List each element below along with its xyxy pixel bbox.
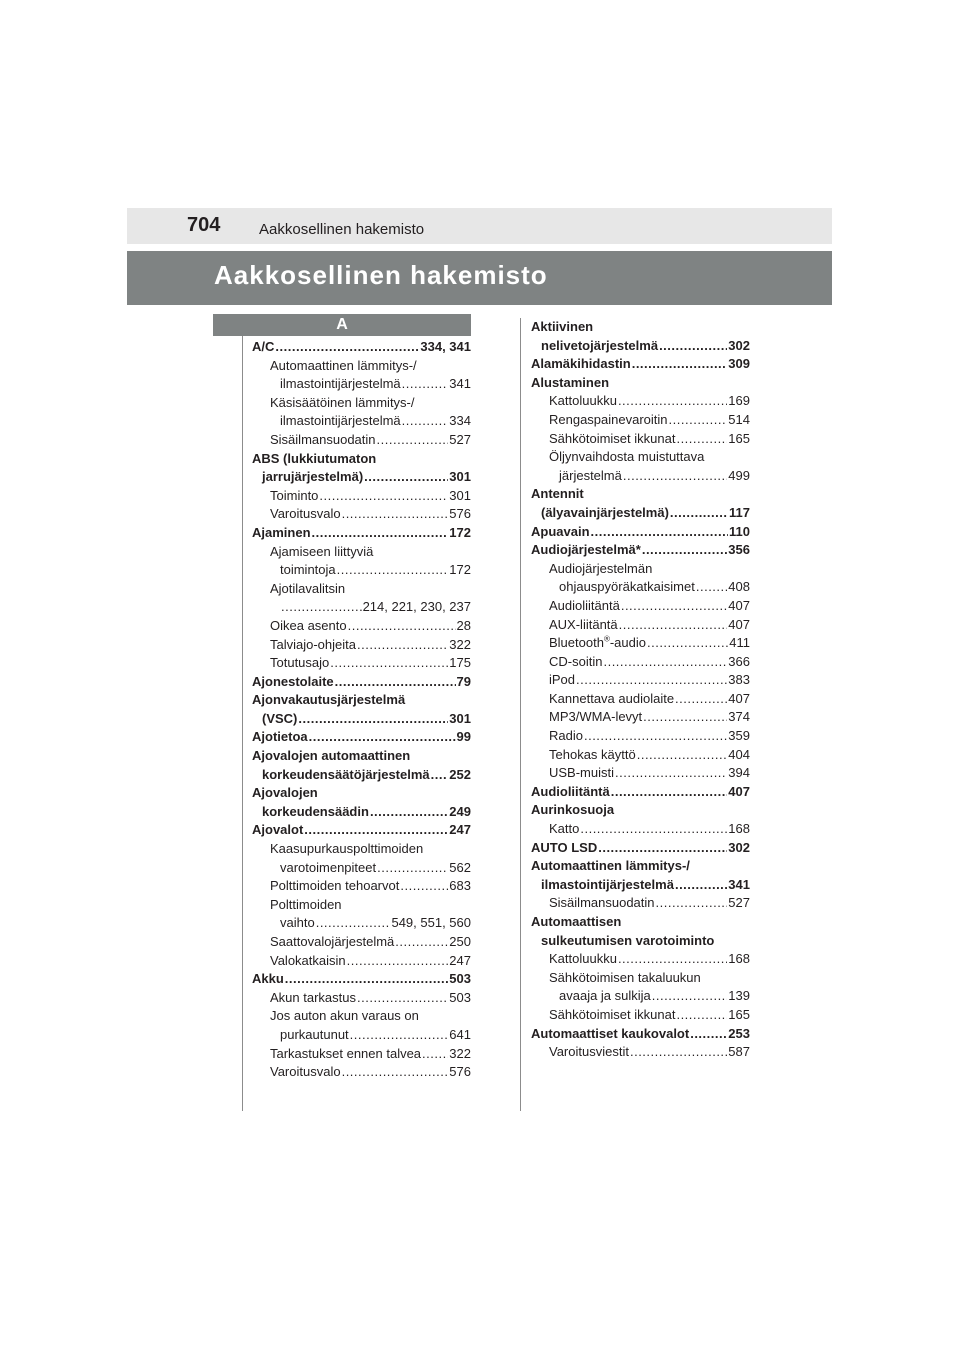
index-entry: [252, 914, 471, 933]
leader-dots: [316, 914, 391, 933]
index-entry-label: Radio: [549, 728, 583, 744]
index-entry-label: iPod: [549, 672, 576, 688]
index-entry: [531, 913, 750, 932]
index-entry-label: ilmastointijärjestelmä: [280, 376, 401, 392]
index-entry: [531, 950, 750, 969]
leader-dots: [623, 467, 727, 486]
index-entry: [531, 727, 750, 746]
index-entry: [531, 318, 750, 337]
index-entry: [531, 616, 750, 635]
index-entry-label: avaaja ja sulkija: [559, 988, 651, 1004]
index-entry: [252, 784, 471, 803]
index-entry-label: Aktiivinen: [531, 319, 594, 334]
index-entry: [531, 392, 750, 411]
index-entry-label: Tarkastukset ennen talvea: [270, 1045, 422, 1061]
index-entry-label: vaihto: [280, 915, 315, 931]
index-entry: [531, 671, 750, 690]
index-entry: [531, 374, 750, 393]
index-entry: [252, 450, 471, 469]
index-entry-page: 322: [449, 1045, 471, 1061]
index-entry: [531, 337, 750, 356]
index-entry-page: 527: [449, 431, 471, 447]
leader-dots: [377, 431, 449, 450]
index-entry: [531, 653, 750, 672]
index-entry-page: 341: [449, 376, 471, 392]
index-entry: [531, 708, 750, 727]
index-entry-page: 404: [728, 746, 750, 762]
index-entry-label: Öljynvaihdosta muistuttava: [549, 449, 705, 465]
index-entry: [531, 690, 750, 709]
index-entry-label: Saattovalojärjestelmä: [270, 934, 395, 949]
index-entry: [252, 1026, 471, 1045]
index-entry: [252, 654, 471, 673]
leader-dots: [337, 561, 449, 580]
leader-dots: [357, 989, 448, 1008]
leader-dots: [400, 877, 448, 896]
index-entry-label: toimintoja: [280, 562, 336, 578]
leader-dots: [652, 987, 728, 1006]
index-entry-label: Polttimoiden: [270, 896, 342, 912]
index-column-left: [252, 338, 471, 1082]
index-entry-page: 641: [449, 1026, 471, 1042]
index-entry-label: Polttimoiden tehoarvot: [270, 878, 400, 894]
index-entry-label: Ajonestolaite: [252, 673, 334, 689]
index-entry: [252, 710, 471, 729]
index-entry-label: varotoimenpiteet: [280, 859, 377, 875]
index-entry-label: Apuavain: [531, 523, 590, 539]
leader-dots: [676, 1006, 727, 1025]
index-entry-label: Alustaminen: [531, 374, 610, 390]
index-entry: [531, 634, 750, 653]
index-entry-label: AUX-liitäntä: [549, 616, 618, 632]
index-entry: [531, 932, 750, 951]
index-entry-label: purkautunut: [280, 1026, 349, 1042]
index-entry-label: sulkeutumisen varotoiminto: [541, 932, 715, 948]
index-entry-page: 394: [728, 765, 750, 781]
index-entry: [531, 894, 750, 913]
index-entry-label: Automaattiset kaukovalot: [531, 1025, 690, 1041]
leader-dots: [696, 578, 727, 597]
leader-dots: [615, 764, 727, 783]
index-entry-page: 302: [728, 337, 750, 353]
column-rule-left: [242, 336, 243, 1111]
index-entry-label: Ajamiseen liittyviä: [270, 543, 374, 559]
index-entry-page: 549, 551, 560: [391, 915, 471, 931]
leader-dots: [621, 597, 727, 616]
index-entry-label: Ajonvakautusjärjestelmä: [252, 692, 406, 708]
index-entry: [252, 952, 471, 971]
index-entry-page: 407: [728, 690, 750, 706]
index-entry: [252, 580, 471, 599]
leader-dots: [656, 894, 728, 913]
index-entry-page: 411: [729, 635, 750, 651]
index-entry-page: 168: [728, 821, 750, 837]
index-entry-page: 374: [728, 709, 750, 725]
index-entry: [531, 764, 750, 783]
index-entry: [531, 541, 750, 560]
leader-dots: [350, 1026, 449, 1045]
index-entry-page: 301: [449, 487, 471, 503]
index-entry: [531, 578, 750, 597]
index-entry-label: Audiojärjestelmä*: [531, 542, 641, 558]
leader-dots: [402, 375, 449, 394]
index-entry-label: Ajotilavalitsin: [270, 580, 346, 596]
index-entry: [252, 691, 471, 710]
index-entry: [252, 412, 471, 431]
index-entry: [531, 801, 750, 820]
index-entry: [531, 783, 750, 802]
index-entry-page: 383: [728, 672, 750, 688]
index-entry: [252, 673, 471, 692]
index-entry-label: Katto: [549, 821, 580, 837]
index-entry-label: Oikea asento: [270, 617, 347, 633]
index-entry: [252, 505, 471, 524]
leader-dots: [342, 1063, 449, 1082]
leader-dots: [630, 1043, 727, 1062]
index-entry-page: 253: [728, 1025, 750, 1041]
index-entry-page: 79: [456, 673, 471, 689]
index-entry: [531, 839, 750, 858]
index-entry: [252, 1007, 471, 1026]
index-entry-page: 117: [729, 504, 750, 520]
index-entry-label: jarrujärjestelmä): [262, 469, 364, 485]
index-entry-label: ilmastointijärjestelmä: [280, 413, 401, 429]
leader-dots: [348, 617, 456, 636]
index-entry: [252, 840, 471, 859]
index-entry-label: Audioliitäntä: [549, 597, 620, 613]
index-entry: [252, 766, 471, 785]
leader-dots: [619, 616, 728, 635]
leader-dots: [580, 820, 727, 839]
index-entry-page: 366: [728, 653, 750, 669]
index-entry: [531, 857, 750, 876]
leader-dots: [632, 355, 728, 374]
leader-dots: [330, 654, 448, 673]
section-letter: A: [213, 314, 471, 336]
index-entry-page: 407: [728, 783, 750, 799]
index-entry-label: Sisäilmansuodatin: [549, 895, 655, 911]
index-entry: [252, 487, 471, 506]
leader-dots: [312, 524, 449, 543]
index-entry-label: ohjauspyöräkatkaisimet: [559, 579, 695, 595]
leader-dots: [618, 950, 727, 969]
leader-dots: [319, 487, 448, 506]
index-entry: [252, 747, 471, 766]
leader-dots: [275, 338, 419, 357]
index-entry-page: 309: [728, 356, 750, 372]
index-entry: [252, 338, 471, 357]
index-entry-label: Ajovalojen automaattinen: [252, 748, 411, 764]
column-rule-right: [520, 318, 521, 1111]
leader-dots: [285, 970, 449, 989]
index-entry-page: 514: [728, 411, 750, 427]
leader-dots: [347, 952, 449, 971]
index-entry-page: 172: [449, 562, 471, 578]
leader-dots: [281, 598, 362, 617]
index-entry: [252, 543, 471, 562]
index-entry-label: Sähkötoimiset ikkunat: [549, 430, 676, 446]
index-entry: [531, 1006, 750, 1025]
index-entry: [252, 877, 471, 896]
index-entry: [252, 989, 471, 1008]
leader-dots: [298, 710, 448, 729]
index-entry: [531, 746, 750, 765]
leader-dots: [335, 673, 456, 692]
index-entry-label: USB-muisti: [549, 765, 615, 781]
index-entry-page: 247: [449, 952, 471, 968]
index-entry-label: Varoitusviestit: [549, 1044, 629, 1060]
index-entry-label: Alamäkihidastin: [531, 356, 631, 372]
index-entry: [252, 524, 471, 543]
index-entry-label: Sähkötoimisen takaluukun: [549, 969, 701, 985]
index-entry: [531, 523, 750, 542]
index-entry: [252, 561, 471, 580]
leader-dots: [675, 690, 727, 709]
leader-dots: [659, 337, 727, 356]
leader-dots: [591, 523, 729, 542]
index-entry: [252, 821, 471, 840]
index-entry-page: 250: [449, 934, 471, 949]
leader-dots: [576, 671, 727, 690]
index-entry: [252, 394, 471, 413]
index-entry: [252, 859, 471, 878]
index-entry-label: AUTO LSD: [531, 839, 598, 855]
index-entry-label: Ajovalojen: [252, 785, 318, 801]
index-entry-label: (älyavainjärjestelmä): [541, 504, 669, 520]
index-entry-page: 527: [728, 895, 750, 911]
index-entry-page: 576: [449, 506, 471, 522]
index-entry-label: Rengaspainevaroitin: [549, 411, 668, 427]
index-entry-page: 356: [728, 542, 750, 558]
index-entry: [531, 448, 750, 467]
index-entry-page: 214, 221, 230, 237: [362, 599, 471, 615]
index-entry-page: 110: [729, 523, 750, 539]
index-entry-page: 359: [728, 728, 750, 744]
leader-dots: [402, 412, 449, 431]
index-entry-label: ABS (lukkiutumaton: [252, 450, 377, 466]
index-entry-label: Kattoluukku: [549, 951, 617, 967]
index-entry-page: 247: [449, 822, 471, 838]
index-entry: [252, 896, 471, 915]
index-entry-page: 165: [728, 430, 750, 446]
index-entry-page: 168: [728, 951, 750, 967]
index-entry-label: Automaattinen lämmitys-/: [531, 858, 690, 874]
index-entry: [531, 485, 750, 504]
index-entry: [252, 1063, 471, 1082]
index-entry-label: korkeudensäädin: [262, 803, 369, 819]
index-entry-label: Akku: [252, 971, 284, 987]
index-entry-label: (VSC): [262, 710, 298, 726]
leader-dots: [364, 468, 448, 487]
index-entry: [531, 430, 750, 449]
index-entry-page: 503: [449, 989, 471, 1005]
index-entry: [531, 1043, 750, 1062]
index-entry-label: Ajotietoa: [252, 729, 308, 745]
index-entry-label: nelivetojärjestelmä: [541, 337, 659, 353]
index-entry-label: Sisäilmansuodatin: [270, 431, 376, 447]
index-entry: [252, 598, 471, 617]
leader-dots: [395, 933, 448, 952]
index-entry-label: Varoitusvalo: [270, 506, 341, 522]
index-entry-label: Aurinkosuoja: [531, 802, 615, 818]
index-entry-label: Ajovalot: [252, 822, 304, 838]
index-entry-label: Audiojärjestelmän: [549, 560, 653, 576]
leader-dots: [675, 876, 727, 895]
index-entry: [252, 357, 471, 376]
index-entry-page: 139: [728, 988, 750, 1004]
index-entry-page: 407: [728, 597, 750, 613]
index-entry-label: Bluetooth®-audio: [549, 634, 646, 651]
index-entry-page: 301: [449, 469, 471, 485]
index-entry-label: Tehokas käyttö: [549, 746, 636, 762]
index-entry: [531, 987, 750, 1006]
index-entry-page: 165: [728, 1006, 750, 1022]
index-entry: [252, 617, 471, 636]
index-entry-page: 252: [449, 766, 471, 782]
index-entry-label: Toiminto: [270, 487, 319, 503]
index-entry-page: 562: [449, 859, 471, 875]
index-entry: [531, 504, 750, 523]
leader-dots: [309, 728, 456, 747]
index-entry-page: 99: [456, 729, 471, 745]
index-entry-page: 172: [449, 524, 471, 540]
index-entry: [531, 467, 750, 486]
leader-dots: [647, 634, 728, 653]
running-header: [127, 208, 832, 244]
index-entry: [252, 933, 471, 952]
index-entry-page: 249: [449, 803, 471, 819]
index-entry-page: 301: [449, 710, 471, 726]
leader-dots: [342, 505, 449, 524]
leader-dots: [431, 766, 449, 785]
leader-dots: [603, 653, 727, 672]
index-entry: [531, 1025, 750, 1044]
index-entry-label: Totutusajo: [270, 655, 330, 671]
index-entry-label: CD-soitin: [549, 653, 603, 669]
index-entry-page: 334: [449, 413, 471, 429]
index-entry-page: 341: [728, 876, 750, 892]
title-banner: [127, 251, 832, 305]
index-entry-page: 683: [449, 878, 471, 894]
index-entry-label: Käsisäätöinen lämmitys-/: [270, 394, 415, 410]
index-entry-label: järjestelmä: [559, 467, 622, 483]
leader-dots: [304, 821, 448, 840]
leader-dots: [422, 1045, 448, 1064]
index-entry-page: 322: [449, 636, 471, 652]
index-entry: [531, 820, 750, 839]
leader-dots: [642, 541, 727, 560]
index-entry-label: Antennit: [531, 486, 584, 502]
index-entry: [531, 411, 750, 430]
index-entry: [252, 431, 471, 450]
leader-dots: [670, 504, 728, 523]
index-entry: [252, 468, 471, 487]
index-entry: [531, 560, 750, 579]
page-title: Aakkosellinen hakemisto: [214, 260, 548, 290]
index-entry-label: Automaattisen: [531, 914, 622, 929]
index-entry-label: Ajaminen: [252, 524, 311, 540]
index-entry: [252, 803, 471, 822]
index-entry-label: Jos auton akun varaus on: [270, 1008, 419, 1024]
index-entry-label: Kaasupurkauspolttimoiden: [270, 841, 424, 857]
leader-dots: [370, 803, 448, 822]
index-entry-label: Sähkötoimiset ikkunat: [549, 1006, 676, 1022]
leader-dots: [690, 1025, 727, 1044]
index-entry-page: 302: [728, 839, 750, 855]
index-entry: [252, 636, 471, 655]
index-entry: [252, 375, 471, 394]
leader-dots: [637, 746, 728, 765]
leader-dots: [584, 727, 727, 746]
index-entry-page: 28: [456, 617, 471, 633]
index-entry-label: Valokatkaisin: [270, 952, 346, 968]
index-entry-page: 576: [449, 1064, 471, 1080]
index-entry-label: Varoitusvalo: [270, 1064, 341, 1080]
index-entry-page: 587: [728, 1044, 750, 1060]
index-entry-label: Akun tarkastus: [270, 989, 356, 1005]
index-entry: [531, 969, 750, 988]
index-entry-page: 408: [728, 579, 750, 595]
index-entry-page: 334, 341: [420, 339, 471, 354]
leader-dots: [618, 392, 727, 411]
leader-dots: [377, 859, 448, 878]
index-entry: [252, 728, 471, 747]
index-entry-page: 407: [728, 616, 750, 632]
index-entry-label: MP3/WMA-levyt: [549, 709, 643, 725]
leader-dots: [669, 411, 728, 430]
index-entry-label: Kannettava audiolaite: [549, 690, 675, 706]
index-entry-label: korkeudensäätöjärjestelmä: [262, 766, 430, 782]
index-column-right: [531, 318, 750, 1062]
index-entry-label: Talviajo-ohjeita: [270, 636, 356, 652]
leader-dots: [598, 839, 727, 858]
index-entry: [531, 876, 750, 895]
index-entry-label: A/C: [252, 339, 275, 354]
leader-dots: [611, 783, 728, 802]
index-entry: [531, 597, 750, 616]
leader-dots: [676, 430, 727, 449]
index-entry: [252, 1045, 471, 1064]
running-title: Aakkosellinen hakemisto: [259, 221, 425, 238]
index-entry-label: Kattoluukku: [549, 393, 617, 409]
index-entry-label: Automaattinen lämmitys-/: [270, 357, 417, 373]
page-number: 704: [187, 214, 221, 236]
index-entry: [252, 970, 471, 989]
leader-dots: [643, 708, 727, 727]
index-entry-label: Audioliitäntä: [531, 783, 610, 799]
leader-dots: [357, 636, 448, 655]
index-entry-page: 503: [449, 971, 471, 987]
index-entry: [531, 355, 750, 374]
index-entry-page: 175: [449, 655, 471, 671]
index-entry-page: 169: [728, 393, 750, 409]
index-entry-label: ilmastointijärjestelmä: [541, 876, 674, 892]
index-entry-page: 499: [728, 467, 750, 483]
